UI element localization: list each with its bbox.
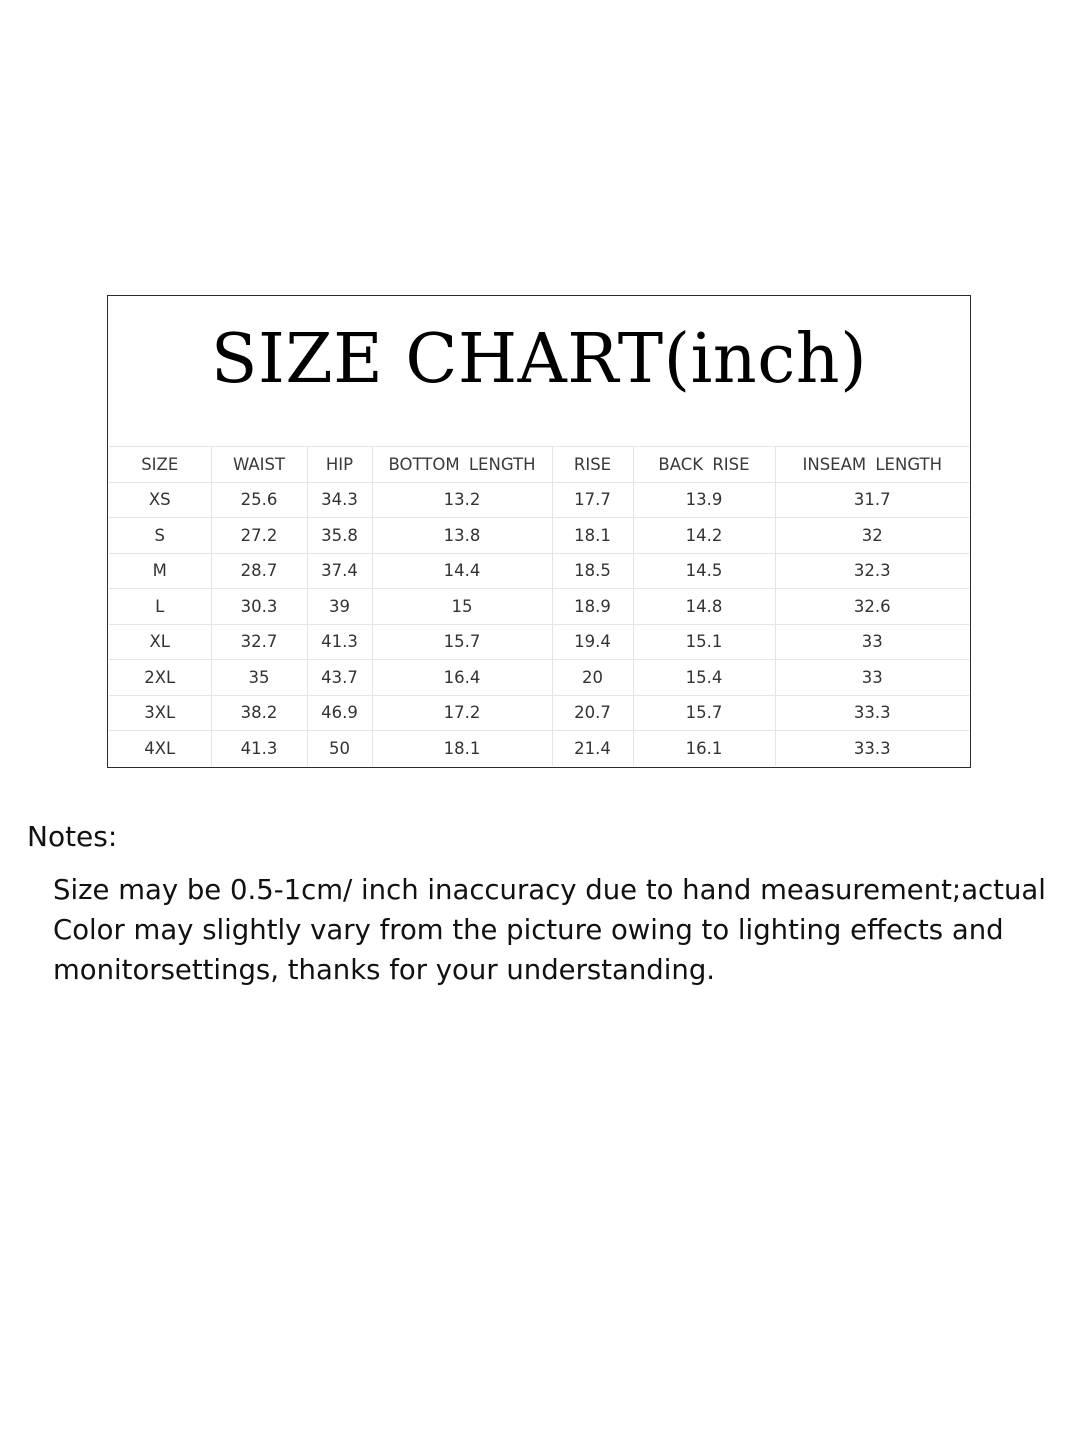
back-rise-cell: 14.8 (633, 589, 775, 625)
notes-body (53, 870, 1046, 990)
table-row (109, 624, 969, 660)
column-header-bottom-length: BOTTOM LENGTH (372, 447, 552, 483)
notes-line: Size may be 0.5-1cm/ inch inaccuracy due to hand measurement;actual (53, 874, 1046, 906)
bottom-length-cell: 13.2 (372, 482, 552, 518)
table-row (109, 553, 969, 589)
back-rise-cell: 13.9 (633, 482, 775, 518)
hip-cell: 46.9 (307, 695, 372, 731)
hip-cell: 41.3 (307, 624, 372, 660)
inseam-length-cell: 31.7 (775, 482, 969, 518)
inseam-length-cell: 33 (775, 624, 969, 660)
size-cell: M (109, 553, 211, 589)
size-cell: 4XL (109, 731, 211, 766)
notes-line: monitorsettings, thanks for your understanding. (53, 954, 716, 986)
column-header-inseam-length: INSEAM LENGTH (775, 447, 969, 483)
hip-cell: 37.4 (307, 553, 372, 589)
bottom-length-cell: 15.7 (372, 624, 552, 660)
back-rise-cell: 15.1 (633, 624, 775, 660)
bottom-length-cell: 14.4 (372, 553, 552, 589)
waist-cell: 35 (211, 660, 307, 696)
waist-cell: 41.3 (211, 731, 307, 766)
back-rise-cell: 14.2 (633, 518, 775, 554)
column-header-waist: WAIST (211, 447, 307, 483)
hip-cell: 39 (307, 589, 372, 625)
hip-cell: 43.7 (307, 660, 372, 696)
rise-cell: 18.9 (552, 589, 633, 625)
inseam-length-cell: 32.6 (775, 589, 969, 625)
back-rise-cell: 16.1 (633, 731, 775, 766)
column-header-size: SIZE (109, 447, 211, 483)
rise-cell: 18.1 (552, 518, 633, 554)
table-row (109, 731, 969, 766)
inseam-length-cell: 33.3 (775, 695, 969, 731)
table-row (109, 482, 969, 518)
inseam-length-cell: 33.3 (775, 731, 969, 766)
bottom-length-cell: 15 (372, 589, 552, 625)
waist-cell: 32.7 (211, 624, 307, 660)
size-chart (107, 295, 971, 768)
table-row (109, 589, 969, 625)
rise-cell: 18.5 (552, 553, 633, 589)
inseam-length-cell: 33 (775, 660, 969, 696)
waist-cell: 28.7 (211, 553, 307, 589)
table-row (109, 695, 969, 731)
waist-cell: 25.6 (211, 482, 307, 518)
bottom-length-cell: 13.8 (372, 518, 552, 554)
waist-cell: 38.2 (211, 695, 307, 731)
size-cell: XS (109, 482, 211, 518)
notes-line: Color may slightly vary from the picture owing to lighting effects and (53, 914, 1004, 946)
bottom-length-cell: 16.4 (372, 660, 552, 696)
size-cell: XL (109, 624, 211, 660)
hip-cell: 35.8 (307, 518, 372, 554)
column-header-hip: HIP (307, 447, 372, 483)
column-header-rise: RISE (552, 447, 633, 483)
hip-cell: 34.3 (307, 482, 372, 518)
size-chart-title: SIZE CHART(inch) (210, 320, 868, 399)
size-table (109, 446, 969, 766)
back-rise-cell: 14.5 (633, 553, 775, 589)
hip-cell: 50 (307, 731, 372, 766)
bottom-length-cell: 17.2 (372, 695, 552, 731)
waist-cell: 30.3 (211, 589, 307, 625)
table-row (109, 518, 969, 554)
inseam-length-cell: 32.3 (775, 553, 969, 589)
rise-cell: 20.7 (552, 695, 633, 731)
back-rise-cell: 15.7 (633, 695, 775, 731)
size-cell: 3XL (109, 695, 211, 731)
inseam-length-cell: 32 (775, 518, 969, 554)
size-cell: S (109, 518, 211, 554)
size-cell: 2XL (109, 660, 211, 696)
notes-heading: Notes: (27, 820, 118, 853)
waist-cell: 27.2 (211, 518, 307, 554)
table-header-row (109, 447, 969, 483)
table-row (109, 660, 969, 696)
size-cell: L (109, 589, 211, 625)
rise-cell: 21.4 (552, 731, 633, 766)
rise-cell: 19.4 (552, 624, 633, 660)
rise-cell: 20 (552, 660, 633, 696)
column-header-back-rise: BACK RISE (633, 447, 775, 483)
rise-cell: 17.7 (552, 482, 633, 518)
back-rise-cell: 15.4 (633, 660, 775, 696)
bottom-length-cell: 18.1 (372, 731, 552, 766)
